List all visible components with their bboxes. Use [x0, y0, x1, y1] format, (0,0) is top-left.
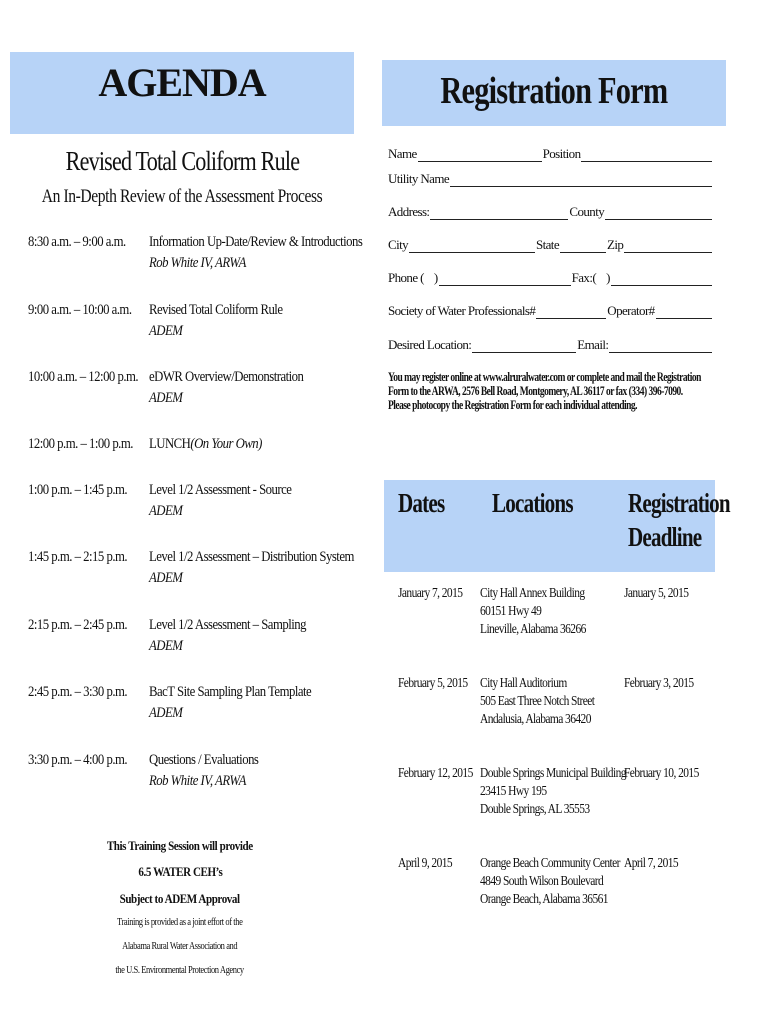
schedule-date: February 5, 2015 [398, 676, 468, 691]
zip-label: Zip [607, 237, 624, 252]
zip-field[interactable] [624, 238, 712, 253]
phone-label: Phone ( [388, 270, 424, 285]
note-line: Subject to ADEM Approval [119, 891, 241, 906]
location-field[interactable] [472, 338, 576, 353]
form-row-location [388, 337, 713, 353]
email-field[interactable] [609, 338, 712, 353]
form-row-utility [388, 171, 713, 187]
agenda-topic: Level 1/2 Assessment – Sampling ADEM [149, 615, 334, 657]
schedule-deadline: February 3, 2015 [624, 676, 694, 691]
schedule-location: Orange Beach Community Center 4849 South Wilson Boulevard Orange Beach, Alabama 36561 [480, 856, 620, 907]
form-row-address [388, 204, 713, 220]
society-field[interactable] [536, 304, 606, 319]
agenda-time: 1:45 p.m. – 2:15 p.m. [28, 549, 128, 565]
location-label: Desired Location: [388, 337, 472, 352]
locations-header: Locations [492, 488, 573, 518]
agenda-topic: LUNCH(On Your Own) [149, 436, 262, 452]
agenda-time: 2:15 p.m. – 2:45 p.m. [28, 617, 128, 633]
phone-field[interactable] [439, 271, 571, 286]
schedule-deadline: January 5, 2015 [624, 586, 689, 601]
registration-instructions: You may register online at www.alruralwater.com or complete and mail the Registration Form to the ARWA, 2576 Bell Road, Montgomery, AL 36117 or fax (334) 396-7090. Please photocopy the Registration Form for each individual attending. [388, 369, 701, 412]
agenda-time: 2:45 p.m. – 3:30 p.m. [28, 684, 128, 700]
schedule-location: City Hall Annex Building 60151 Hwy 49 Lineville, Alabama 36266 [480, 586, 586, 637]
agenda-time: 8:30 a.m. – 9:00 a.m. [28, 234, 126, 250]
note-line: 6.5 WATER CEH’s [138, 864, 222, 879]
agenda-topic: eDWR Overview/Demonstration ADEM [149, 367, 331, 409]
agenda-presenter: ADEM [149, 638, 183, 654]
position-field[interactable] [581, 147, 712, 162]
name-label: Name [388, 146, 417, 161]
operator-label: Operator# [607, 303, 655, 318]
form-row-name [388, 146, 713, 162]
city-label: City [388, 237, 408, 252]
agenda-topic: Level 1/2 Assessment – Distribution System ADEM [149, 547, 390, 589]
agenda-title: AGENDA [98, 60, 266, 105]
fax-field[interactable] [611, 271, 712, 286]
form-row-society [388, 303, 713, 319]
agenda-time: 9:00 a.m. – 10:00 a.m. [28, 302, 132, 318]
note-line: Training is provided as a joint effort of the [117, 917, 243, 928]
name-field[interactable] [418, 147, 542, 162]
agenda-presenter: Rob White IV, ARWA [149, 255, 246, 271]
note-line: This Training Session will provide [107, 838, 253, 853]
utility-label: Utility Name [388, 171, 450, 186]
county-field[interactable] [605, 205, 712, 220]
registration-banner [382, 60, 726, 126]
agenda-topic: Information Up-Date/Review & Introductions Rob White IV, ARWA [149, 232, 400, 274]
agenda-presenter: ADEM [149, 503, 183, 519]
agenda-topic-note: (On Your Own) [190, 436, 262, 452]
state-label: State [536, 237, 559, 252]
agenda-presenter: ADEM [149, 323, 183, 339]
address-field[interactable] [430, 205, 568, 220]
agenda-time: 12:00 p.m. – 1:00 p.m. [28, 436, 133, 452]
agenda-subtitle [10, 146, 354, 177]
agenda-topic: BacT Site Sampling Plan Template ADEM [149, 682, 340, 724]
agenda-subtitle2-text: An In-Depth Review of the Assessment Process [41, 186, 323, 207]
schedule-date: February 12, 2015 [398, 766, 473, 781]
note-line: Alabama Rural Water Association and [122, 941, 238, 952]
agenda-subtitle-text: Revised Total Coliform Rule [65, 146, 299, 176]
position-label: Position [542, 146, 581, 161]
schedule-date: January 7, 2015 [398, 586, 463, 601]
fax-label: Fax:( [571, 270, 597, 285]
society-label: Society of Water Professionals# [388, 303, 536, 318]
operator-field[interactable] [656, 304, 712, 319]
schedule-location: Double Springs Municipal Building 23415 Hwy 195 Double Springs, AL 35553 [480, 766, 626, 817]
note-line: the U.S. Environmental Protection Agency [115, 965, 245, 976]
county-label: County [569, 204, 605, 219]
agenda-topic: Level 1/2 Assessment - Source ADEM [149, 480, 317, 522]
dates-header: Dates [398, 488, 445, 518]
form-row-city [388, 237, 713, 253]
agenda-time: 10:00 a.m. – 12:00 p.m. [28, 369, 139, 385]
schedule-deadline: April 7, 2015 [624, 856, 679, 871]
agenda-subtitle2 [10, 186, 354, 208]
form-row-phone: Phone ( ) Fax:( ) [388, 270, 713, 286]
state-field[interactable] [560, 238, 606, 253]
address-label: Address: [388, 204, 430, 219]
agenda-banner [10, 52, 354, 134]
agenda-presenter: ADEM [149, 570, 183, 586]
schedule-deadline: February 10, 2015 [624, 766, 699, 781]
schedule-header [384, 480, 730, 572]
agenda-time: 3:30 p.m. – 4:00 p.m. [28, 752, 128, 768]
agenda-presenter: ADEM [149, 390, 183, 406]
schedule-date: April 9, 2015 [398, 856, 453, 871]
registration-title: Registration Form [440, 70, 668, 112]
agenda-topic: Revised Total Coliform Rule ADEM [149, 300, 306, 342]
agenda-presenter: Rob White IV, ARWA [149, 773, 246, 789]
agenda-time: 1:00 p.m. – 1:45 p.m. [28, 482, 128, 498]
agenda-topic: Questions / Evaluations Rob White IV, ARWA [149, 750, 278, 792]
deadline-header: Registration Deadline [628, 488, 730, 552]
city-field[interactable] [409, 238, 535, 253]
email-label: Email: [577, 337, 609, 352]
schedule-location: City Hall Auditorium 505 East Three Notch Street Andalusia, Alabama 36420 [480, 676, 595, 727]
utility-field[interactable] [450, 172, 712, 187]
agenda-presenter: ADEM [149, 705, 183, 721]
